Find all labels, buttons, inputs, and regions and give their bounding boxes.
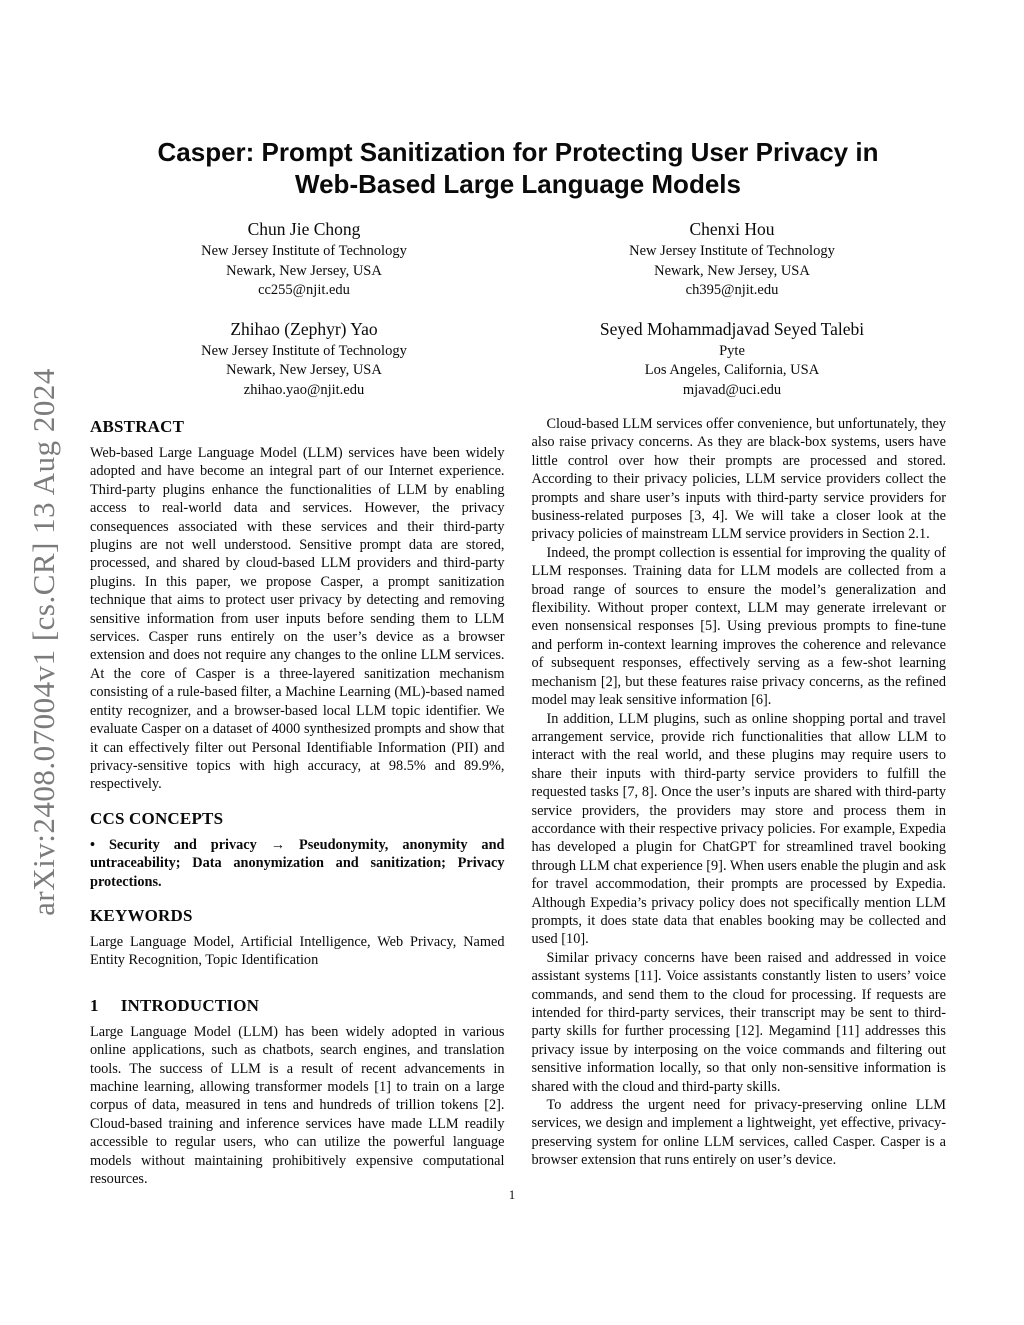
paper-title-line1: Casper: Prompt Sanitization for Protecting User Privacy in	[157, 137, 879, 167]
author-affiliation: New Jersey Institute of Technology	[201, 342, 407, 359]
body-paragraph: To address the urgent need for privacy-preserving online LLM services, we design and implement a lightweight, yet effective, privacy-preserving system for online LLM services, called Casper. Casper is a browser extension that runs entirely on user’s device.	[531, 1097, 946, 1169]
author-location: Los Angeles, California, USA	[644, 362, 820, 378]
author-name: Chun Jie Chong	[247, 219, 361, 239]
paper-title-line2: Web-Based Large Language Models	[295, 169, 741, 199]
author-card	[518, 318, 946, 401]
body-paragraph: Similar privacy concerns have been raised and addressed in voice assistant systems [11]. Voice assistants constantly listen to users’ voice commands, and send them to the cloud for processing. If requests are intended for third-party services, their transcript may be sent to third-party skills for further processing [12]. Megamind [11] addresses this privacy issue by interposing on the voice commands and filtering out sensitive information locally, so that only non-sensitive information is shared with the cloud and third-party skills.	[531, 949, 946, 1095]
author-name: Chenxi Hou	[689, 219, 775, 239]
author-card	[518, 218, 946, 301]
author-name: Zhihao (Zephyr) Yao	[230, 318, 378, 339]
body-paragraph: Cloud-based LLM services offer convenience, but unfortunately, they also raise privacy concerns. As they are black-box systems, users have little control over how their prompts are processed and stored. According to their privacy policies, LLM service providers collect the prompts and share user’s inputs with third-party service providers for business-related purposes [3, 4]. We will take a closer look at the privacy policies of mainstream LLM service providers in Section 2.1.	[531, 416, 946, 543]
introduction-heading	[90, 996, 505, 1016]
section-title: INTRODUCTION	[120, 995, 260, 1015]
author-card	[90, 218, 518, 301]
body-paragraph: In addition, LLM plugins, such as online shopping portal and travel arrangement service, provide rich functionalities that allow LLM to interact with the real world, and these plugins may require users to share their inputs with third-party service providers to fulfill the requested tasks [7, 8]. Once the user’s inputs are shared with third-party service providers, the providers may store and process them in accordance with their respective privacy policies. For example, Expedia has developed a plugin for ChatGPT for streamlined travel booking through LLM chat experience [9]. When users enable the plugin and ask for travel accommodation, their prompts are processed by Expedia. Although Expedia’s privacy policy does not specifically mention LLM prompts, it does state data that enables booking may be collected and used [10].	[531, 710, 946, 948]
column-right	[532, 415, 947, 1188]
author-email: mjavad@uci.edu	[682, 381, 782, 398]
abstract-text: Web-based Large Language Model (LLM) services have been widely adopted and have become an integral part of our Internet experience. Third-party plugins enhance the functionalities of LLM by enabling access to real-world data and services. However, the privacy consequences associated with these services and their third-party plugins are not well understood. Sensitive prompt data are stored, processed, and shared by cloud-based LLM providers and third-party plugins. In this paper, we propose Casper, a prompt sanitization technique that aims to protect user privacy by detecting and removing sensitive information from user inputs before sending them to LLM services. Casper runs entirely on the user’s device as a browser extension and does not require any changes to the online LLM services. At the core of Casper is a three-layered sanitization mechanism consisting of a rule-based filter, a Machine Learning (ML)-based named entity recognizer, and a browser-based local LLM topic identifier. We evaluate Casper on a dataset of 4000 synthesized prompts and show that it can effectively filter out Personal Identifiable Information (PII) and privacy-sensitive topics with high accuracy, at 98.5% and 89.9%, respectively.	[90, 445, 505, 793]
column-left	[90, 415, 505, 1188]
ccs-text: • Security and privacy → Pseudonymity, anonymity and untraceability; Data anonymization and sanitization; Privacy protections.	[90, 836, 505, 890]
author-email: zhihao.yao@njit.edu	[243, 381, 365, 398]
section-number: 1	[90, 995, 99, 1015]
keywords-text: Large Language Model, Artificial Intelligence, Web Privacy, Named Entity Recognition, Topic Identification	[90, 933, 505, 969]
paper-title	[90, 136, 946, 200]
author-location: Newark, New Jersey, USA	[226, 362, 382, 378]
introduction-text: Large Language Model (LLM) has been widely adopted in various online applications, such as chatbots, search engines, and translation tools. The success of LLM is a result of recent advancements in machine learning, allowing transformer models [1] to train on a large corpus of data, measured in tens and hundreds of trillion tokens [2]. Cloud-based training and inference services have made LLM readily accessible to regular users, who can utilize the powerful language models without maintaining prohibitively expensive computational resources.	[90, 1023, 505, 1187]
author-location: Newark, New Jersey, USA	[226, 262, 382, 279]
author-email: ch395@njit.edu	[685, 282, 779, 298]
page-number: 1	[508, 1188, 516, 1202]
author-affiliation: New Jersey Institute of Technology	[201, 243, 407, 259]
author-email: cc255@njit.edu	[258, 282, 350, 298]
author-block	[90, 218, 946, 400]
two-column-body	[90, 415, 946, 1188]
ccs-heading: CCS CONCEPTS	[90, 808, 224, 828]
keywords-heading: KEYWORDS	[90, 905, 193, 925]
author-name: Seyed Mohammadjavad Seyed Talebi	[599, 318, 865, 339]
paper-page	[90, 0, 946, 1188]
author-affiliation: New Jersey Institute of Technology	[629, 243, 835, 259]
abstract-heading: ABSTRACT	[90, 417, 185, 436]
author-location: Newark, New Jersey, USA	[654, 262, 810, 279]
author-card	[90, 318, 518, 401]
arxiv-watermark: arXiv:2408.07004v1 [cs.CR] 13 Aug 2024	[26, 368, 61, 916]
author-affiliation: Pyte	[719, 342, 745, 359]
body-paragraph: Indeed, the prompt collection is essential for improving the quality of LLM responses. Training data for LLM models are collected from a broad range of sources to ensure the model’s generalization and flexibility. Without proper context, LLM may generate irrelevant or even nonsensical responses [5]. Using previous prompts to fine-tune and perform in-context learning improves the coherence and relevance of subsequent responses, effectively serving as a few-shot learning mechanism [2], but these features raise privacy concerns, as the refined model may leak sensitive information [6].	[531, 544, 946, 709]
